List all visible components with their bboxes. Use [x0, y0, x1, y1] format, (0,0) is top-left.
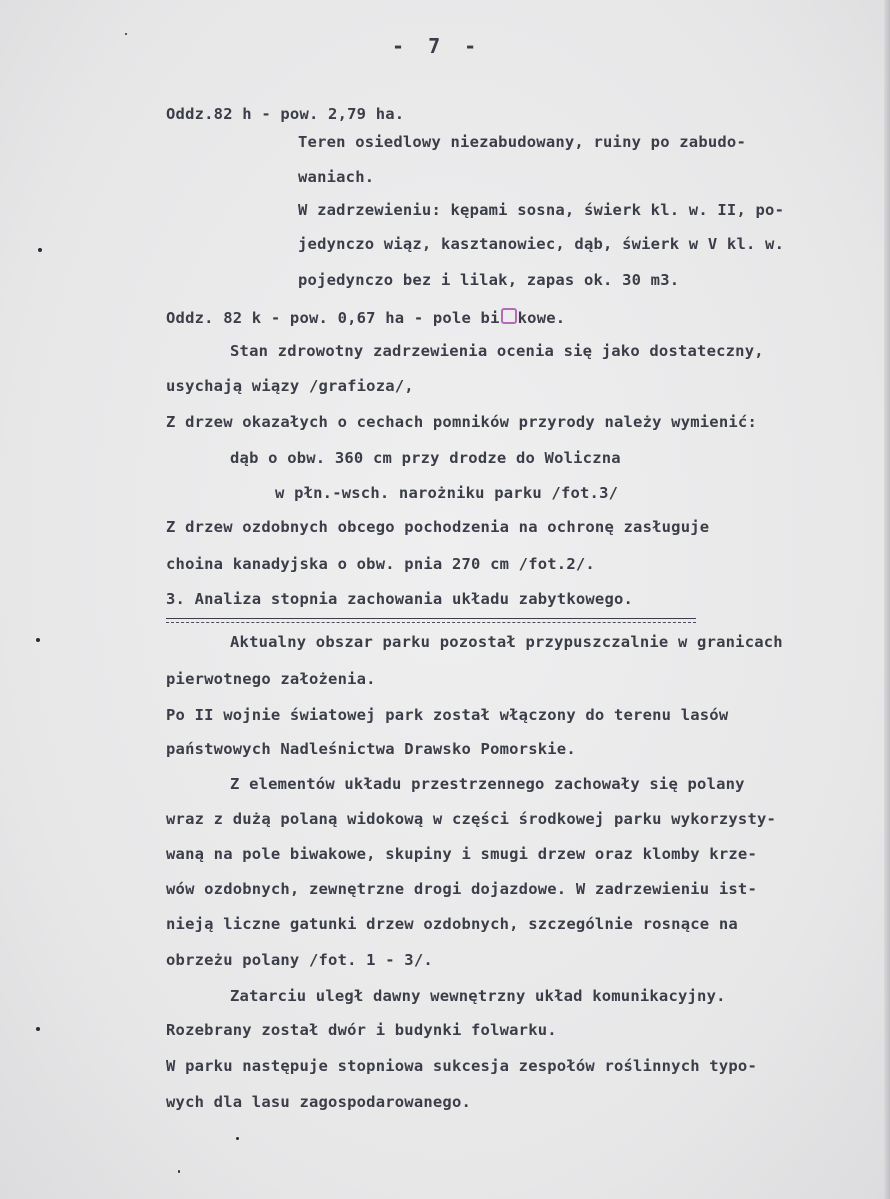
heading-underline [166, 618, 696, 619]
section-heading: 3. Analiza stopnia zachowania układu zabytkowego. [166, 590, 634, 608]
text-line: Aktualny obszar parku pozostał przypuszczalnie w granicach [230, 633, 783, 651]
text-line: wych dla lasu zagospodarowanego. [166, 1093, 472, 1111]
text-line: wraz z dużą polaną widokową w części środkowej parku wykorzysty- [166, 810, 777, 828]
text-line: choina kanadyjska o obw. pnia 270 cm /fot.2/. [166, 555, 595, 573]
text-line: Stan zdrowotny zadrzewienia ocenia się jako dostateczny, [230, 342, 764, 360]
text-line: pojedynczo bez i lilak, zapas ok. 30 m3. [298, 271, 680, 289]
scan-speck [36, 638, 40, 642]
text-line: Po II wojnie światowej park został włączony do terenu lasów [166, 706, 729, 724]
text-line: pierwotnego założenia. [166, 670, 376, 688]
text-line: usychają wiązy /grafioza/, [166, 377, 414, 395]
scan-speck [38, 248, 42, 252]
text-line: Z drzew okazałych o cechach pomników przyrody należy wymienić: [166, 413, 757, 431]
text-line: Oddz.82 h - pow. 2,79 ha. [166, 105, 405, 123]
text-line: wów ozdobnych, zewnętrzne drogi dojazdowe. W zadrzewieniu ist- [166, 880, 757, 898]
text-line: Teren osiedlowy niezabudowany, ruiny po zabudo- [298, 133, 746, 151]
page-edge-shadow [884, 0, 890, 1199]
text-line-tail: kowe. [517, 309, 566, 327]
scan-speck [236, 1137, 239, 1140]
text-line: obrzeżu polany /fot. 1 - 3/. [166, 951, 433, 969]
scan-speck [125, 33, 127, 35]
page-number: - 7 - [392, 34, 483, 58]
text-line: Z elementów układu przestrzennego zachowały się polany [230, 775, 745, 793]
text-line: Zatarciu uległ dawny wewnętrzny układ komunikacyjny. [230, 987, 726, 1005]
text-line: jedynczo wiąz, kasztanowiec, dąb, świerk w V kl. w. [298, 235, 785, 253]
heading-underline-dashed [166, 622, 696, 623]
text-line: W zadrzewieniu: kępami sosna, świerk kl. w. II, po- [298, 201, 785, 219]
text-line: W parku następuje stopniowa sukcesja zespołów roślinnych typo- [166, 1057, 757, 1075]
text-line: dąb o obw. 360 cm przy drodze do Woliczna [230, 449, 621, 467]
text-line: Z drzew ozdobnych obcego pochodzenia na ochronę zasługuje [166, 518, 710, 536]
text-line-with-correction [166, 308, 565, 327]
text-line: państwowych Nadleśnictwa Drawsko Pomorskie. [166, 740, 576, 758]
correction-mark [501, 308, 517, 324]
scan-speck [178, 1170, 180, 1173]
text-line: waniach. [298, 168, 375, 186]
text-line: Oddz. 82 k - pow. 0,67 ha - pole bi [166, 309, 500, 327]
text-line: Rozebrany został dwór i budynki folwarku. [166, 1021, 557, 1039]
text-line: nieją liczne gatunki drzew ozdobnych, szczególnie rosnące na [166, 915, 738, 933]
text-line: w płn.-wsch. narożniku parku /fot.3/ [275, 484, 619, 502]
scan-speck [36, 1027, 40, 1031]
text-line: waną na pole biwakowe, skupiny i smugi drzew oraz klomby krze- [166, 845, 757, 863]
